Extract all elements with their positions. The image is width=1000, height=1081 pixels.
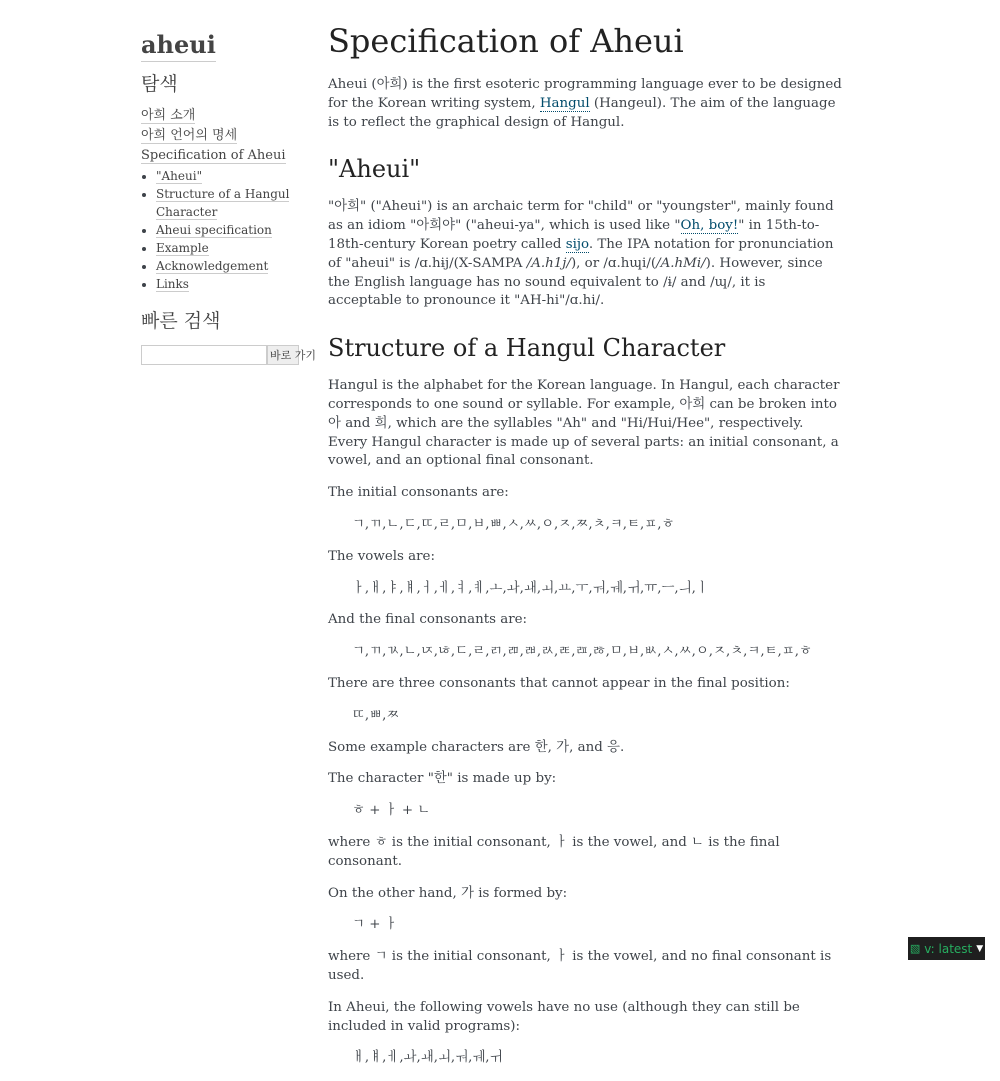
search-heading: 빠른 검색 — [141, 310, 221, 332]
version-badge[interactable] — [908, 937, 985, 960]
subtoc-item — [156, 275, 301, 293]
page-title: Specification of Aheui — [328, 22, 684, 60]
subtoc-link-acknowledgement[interactable]: Acknowledgement — [156, 259, 269, 273]
book-icon: ▧ — [909, 942, 921, 955]
oh-boy-link[interactable]: Oh, boy! — [680, 218, 739, 234]
subtoc-link-structure[interactable]: Structure of a Hangul Character — [156, 187, 290, 219]
search-form — [141, 345, 317, 365]
han-intro: The character "한" is made up by: — [328, 771, 557, 787]
intro-text-2: (Hangeul). The aim of the language is to reflect the graphical design of Hangul. — [328, 95, 836, 130]
subtoc-item — [156, 257, 301, 275]
structure-paragraph: Hangul is the alphabet for the Korean language. In Hangul, each character corresponds to one sound or syllable. For example, 아희 can be broken into 아 and 희, which are the syllables "Ah" and "Hi/Hui/Hee", respectively. Every Hangul character is made up of several parts: an initial consonant, a vowel, and an optional final consonant. — [328, 378, 840, 469]
aheui-text-a: "아희" ("Aheui") is an archaic term for "child" or "youngster", mainly found as an idiom "아희야" ("aheui-ya", which is used like " — [328, 199, 834, 234]
hangul-link[interactable]: Hangul — [539, 95, 590, 111]
search-input[interactable] — [141, 345, 267, 365]
toc-item — [141, 146, 301, 293]
subtoc-item — [156, 221, 301, 239]
search-button[interactable]: 바로 가기 — [267, 345, 299, 365]
ga-intro: On the other hand, 가 is formed by: — [328, 885, 568, 901]
vowels-intro: The vowels are: — [328, 548, 435, 564]
xsampa-2: /A.hMi/ — [656, 255, 706, 271]
logo[interactable]: aheui — [141, 30, 216, 62]
toc-link-spec-ko[interactable]: 아희 언어의 명세 — [141, 128, 238, 143]
intro-text: Aheui (아희) is the first esoteric programming language ever to be designed for the Korean writing system, — [328, 77, 842, 111]
toc-item — [141, 126, 301, 146]
sidebar — [141, 30, 317, 365]
toc-item — [141, 106, 301, 126]
subtoc-item — [156, 239, 301, 257]
examples-paragraph: Some example characters are 한, 가, and 응. — [328, 739, 625, 755]
aheui-paragraph — [328, 198, 843, 311]
han-explanation: where ㅎ is the initial consonant, ㅏ is the vowel, and ㄴ is the final consonant. — [328, 834, 780, 869]
subtoc-link-example[interactable]: Example — [156, 241, 209, 255]
xsampa-1: /A.h1j/ — [526, 255, 571, 271]
no-finals-list: ㄸ,ㅃ,ㅉ — [352, 707, 400, 723]
finals-list: ㄱ,ㄲ,ㄳ,ㄴ,ㄵ,ㄶ,ㄷ,ㄹ,ㄺ,ㄻ,ㄼ,ㄽ,ㄾ,ㄿ,ㅀ,ㅁ,ㅂ,ㅄ,ㅅ,ㅆ,ㅇ,ㅈ,ㅊ,ㅋ,ㅌ,ㅍ,ㅎ — [352, 644, 812, 660]
section-heading-aheui: "Aheui" — [328, 155, 421, 184]
initials-list: ㄱ,ㄲ,ㄴ,ㄷ,ㄸ,ㄹ,ㅁ,ㅂ,ㅃ,ㅅ,ㅆ,ㅇ,ㅈ,ㅉ,ㅊ,ㅋ,ㅌ,ㅍ,ㅎ — [352, 516, 675, 532]
section-heading-structure: Structure of a Hangul Character — [328, 334, 726, 363]
subtoc-item — [156, 185, 301, 221]
version-label: v: latest — [924, 941, 973, 956]
vowels-list: ㅏ,ㅐ,ㅑ,ㅒ,ㅓ,ㅔ,ㅕ,ㅖ,ㅗ,ㅘ,ㅙ,ㅚ,ㅛ,ㅜ,ㅝ,ㅞ,ㅟ,ㅠ,ㅡ,ㅢ,ㅣ — [352, 580, 709, 596]
subtoc-link-links[interactable]: Links — [156, 277, 189, 291]
unused-vowels-intro: In Aheui, the following vowels have no use (although they can still be included in valid programs): — [328, 999, 800, 1034]
aheui-text-c: . The IPA notation for pronunciation of "aheui" is /ɑ.hɨj/(X-SAMPA — [328, 236, 834, 271]
ga-decomposition: ㄱ + ㅏ — [352, 917, 398, 933]
subtoc-link-specification[interactable]: Aheui specification — [156, 223, 272, 237]
intro-paragraph — [328, 76, 843, 132]
sijo-link[interactable]: sijo — [565, 236, 589, 252]
toc-link-intro[interactable]: 아희 소개 — [141, 108, 196, 123]
han-decomposition: ㅎ + ㅏ + ㄴ — [352, 803, 431, 819]
aheui-text-d: ), or /ɑ.hɰi/( — [570, 255, 657, 271]
logo-link[interactable] — [141, 30, 301, 62]
main-content — [328, 20, 843, 1081]
toc — [141, 106, 301, 293]
subtoc-link-aheui[interactable]: "Aheui" — [156, 169, 203, 183]
initials-intro: The initial consonants are: — [328, 485, 509, 501]
ga-explanation: where ㄱ is the initial consonant, ㅏ is the vowel, and no final consonant is used. — [328, 949, 832, 983]
caret-down-icon: ▼ — [976, 943, 984, 954]
unused-vowels-list: ㅐ,ㅒ,ㅔ,ㅘ,ㅙ,ㅚ,ㅝ,ㅞ,ㅟ — [352, 1050, 503, 1066]
finals-intro: And the final consonants are: — [328, 612, 528, 628]
aheui-text-e: ). However, since the English language has no sound equivalent to /ɨ/ and /ɰ/, it is acceptable to pronounce it "AH-hi"/ɑ.hi/. — [328, 255, 823, 309]
no-finals-intro: There are three consonants that cannot appear in the final position: — [328, 675, 790, 691]
toc-link-spec-en[interactable]: Specification of Aheui — [141, 148, 286, 163]
aheui-text-b: " in 15th-to-18th-century Korean poetry called — [328, 218, 820, 252]
subtoc — [141, 167, 301, 293]
subtoc-item — [156, 167, 301, 185]
nav-heading: 탐색 — [141, 73, 178, 95]
